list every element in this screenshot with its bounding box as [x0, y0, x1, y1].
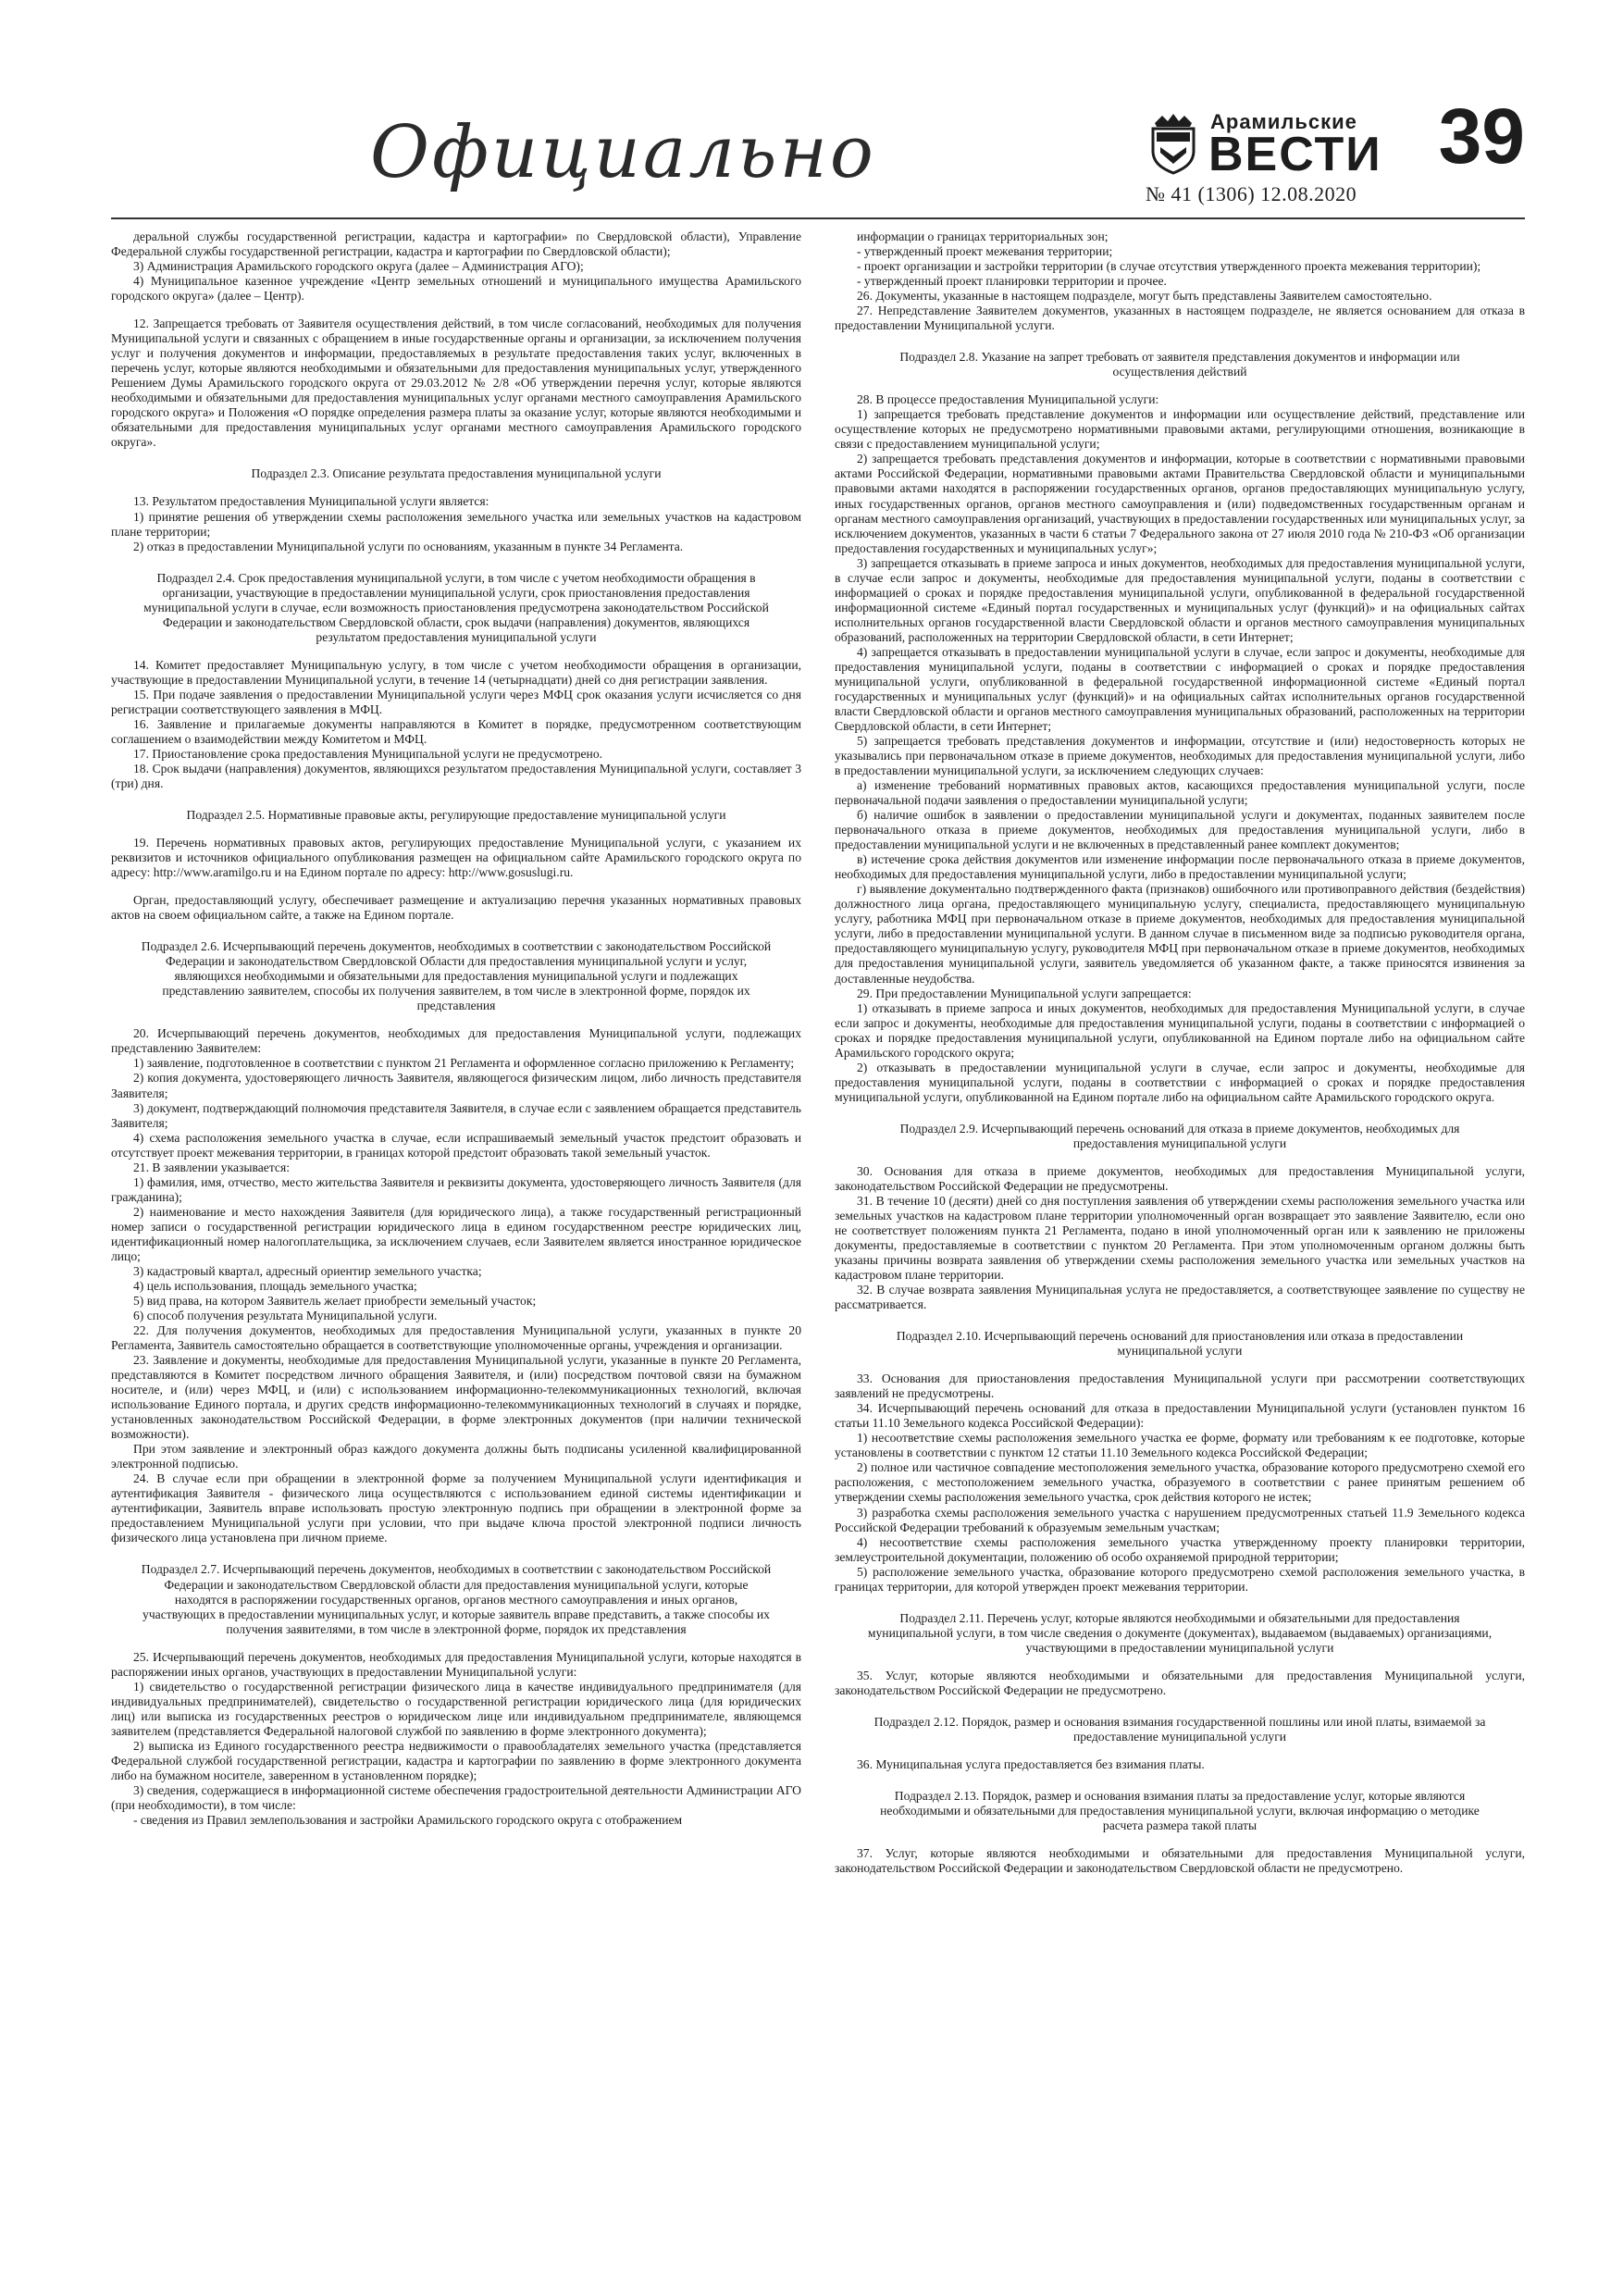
paragraph: 6) способ получения результата Муниципальной услуги.: [133, 1308, 438, 1322]
paragraph: 1) запрещается требовать представление документов и информации или осуществление действий, представление или осуществление которых не предусмотрено нормативными правовыми актами, регулирующими отношения, возникающие в связи с предоставлением муниципальной услуги;: [835, 407, 1525, 452]
section-title: Официально: [370, 111, 876, 194]
paragraph: информации о границах территориальных зон;: [857, 230, 1109, 243]
paragraph: 2) копия документа, удостоверяющего личность Заявителя, являющегося физическим лицом, либо личность представителя Заявителя;: [111, 1071, 801, 1100]
paragraph: а) изменение требований нормативных правовых актов, касающихся предоставления муниципальной услуги, после первоначальной подачи заявления о предоставлении муниципальной услуги;: [835, 778, 1525, 808]
subsection-heading: Подраздел 2.3. Описание результата предоставления муниципальной услуги: [251, 466, 662, 481]
paragraph: 5) расположение земельного участка, образование которого предусмотрено схемой расположения земельного участка, в границах территории, для которой утвержден проект межевания территории.: [835, 1564, 1525, 1594]
paragraph: 28. В процессе предоставления Муниципальной услуги:: [857, 392, 1159, 407]
paragraph: 14. Комитет предоставляет Муниципальную услугу, в том числе с учетом необходимости обращения в организации, участвующие в предоставлении Муниципальной услуги, в течение 14 (четырнадцати) дней со дня регистрации заявления.: [111, 657, 801, 687]
paragraph: деральной службы государственной регистрации, кадастра и картографии» по Свердловской области), Управление Федеральной службы государственной регистрации, кадастра и картографии по Свердловской области);: [111, 230, 801, 259]
paragraph: 24. В случае если при обращении в электронной форме за получением Муниципальной услуги идентификация и аутентификация Заявителя - физического лица осуществляются с использованием единой системы идентификации и аутентификации, Заявитель вправе использовать простую электронную подпись при обращении в электронной форме за предоставлением Муниципальной услуги при условии, что при выдаче ключа простой электронной подписи личность физического лица установлена при личном приеме.: [111, 1471, 801, 1545]
paragraph: 20. Исчерпывающий перечень документов, необходимых для предоставления Муниципальной услуги, подлежащих представлению Заявителем:: [111, 1026, 801, 1056]
paragraph: 12. Запрещается требовать от Заявителя осуществления действий, в том числе согласований, необходимых для получения Муниципальной услуги и связанных с обращением в иные государственные органы и организации, за исключением получения услуг и получения документов и информации, предоставляемых в результате предоставления таких услуг, включенных в перечень услуг, которые являются необходимыми и обязательными для предоставления муниципальных услуг, утвержденного Решением Думы Арамильского городского округа от 29.03.2012 № 2/8 «Об утверждении перечня услуг, которые являются необходимыми и обязательными для предоставления муниципальных услуг органами местного самоуправления Арамильского городского округа» и Положения «О порядке определения размера платы за оказание услуг, которые являются необходимыми и обязательными для предоставления муниципальных услуг органами местного самоуправления Арамильского городского округа».: [111, 316, 801, 450]
subsection-heading: Подраздел 2.8. Указание на запрет требовать от заявителя представления документов и информации или осуществления действий: [899, 350, 1460, 379]
paragraph: 4) цель использования, площадь земельного участка;: [133, 1278, 417, 1293]
paragraph: 3) кадастровый квартал, адресный ориентир земельного участка;: [133, 1263, 482, 1278]
paragraph: 2) наименование и место нахождения Заявителя (для юридического лица), а также государственный регистрационный номер записи о государственной регистрации юридического лица в едином государственном реестре юридических лиц, идентификационный номер налогоплательщика, за исключением случаев, если Заявителем является иностранное юридическое лицо;: [111, 1204, 801, 1263]
subsection-heading: Подраздел 2.4. Срок предоставления муниципальной услуги, в том числе с учетом необходимости обращения в организации, участвующие в предоставлении муниципальной услуги, срок приостановления предоставления муниципальной услуги в случае, если возможность приостановления предусмотрена законодательством Российской Федерации и законодательством Свердловской области, срок выдачи (направления) документов, являющихся результатом предоставления муниципальной услуги: [143, 570, 769, 644]
subsection-heading: Подраздел 2.13. Порядок, размер и основания взимания платы за предоставление услуг, которые являются необходимыми и обязательными для предоставления муниципальной услуги, включая информацию о методике расчета размера такой платы: [880, 1788, 1480, 1832]
paragraph: При этом заявление и электронный образ каждого документа должны быть подписаны усиленной квалифицированной электронной подписью.: [111, 1442, 801, 1471]
subsection-heading: Подраздел 2.5. Нормативные правовые акты, регулирующие предоставление муниципальной услуги: [186, 808, 726, 823]
paragraph: 18. Срок выдачи (направления) документов, являющихся результатом предоставления Муниципальной услуги, составляет 3 (три) дня.: [111, 761, 801, 790]
paragraph: 1) несоответствие схемы расположения земельного участка ее форме, формату или требованиям к ее подготовке, которые установлены в соответствии с пунктом 12 статьи 11.10 Земельного кодекса Российской Федерации;: [835, 1431, 1525, 1460]
paragraph: 15. При подаче заявления о предоставлении Муниципальной услуги через МФЦ срок оказания услуги исчисляется со дня регистрации соответствующего заявления в МФЦ.: [111, 687, 801, 716]
paragraph: 37. Услуг, которые являются необходимыми и обязательными для предоставления Муниципальной услуги, законодательством Российской Федерации и законодательством Свердловской области не предусмотрено.: [835, 1846, 1525, 1876]
paragraph: 26. Документы, указанные в настоящем подразделе, могут быть представлены Заявителем самостоятельно.: [857, 289, 1432, 304]
paragraph: - утвержденный проект планировки территории и прочее.: [857, 274, 1167, 289]
logo-top-text: Арамильские: [1210, 110, 1357, 133]
paragraph: 32. В случае возврата заявления Муниципальная услуга не предоставляется, а соответствующее заявление по существу не рассматривается.: [835, 1283, 1525, 1312]
paragraph: 2) выписка из Единого государственного реестра недвижимости о правообладателях земельного участка (представляется Федеральной службой государственной регистрации, кадастра и картографии по заявлению в форме электронного документа либо на бумажном носителе, заверенном в установленном порядке);: [111, 1738, 801, 1782]
paragraph: 17. Приостановление срока предоставления Муниципальной услуги не предусмотрено.: [133, 746, 603, 761]
paragraph: Орган, предоставляющий услугу, обеспечивает размещение и актуализацию перечня указанных нормативных правовых актов на своем официальном сайте, а также на Едином портале.: [111, 893, 801, 923]
left-column: [111, 230, 801, 2275]
subsection-heading: Подраздел 2.6. Исчерпывающий перечень документов, необходимых в соответствии с законодательством Российской Федерации и законодательством Свердловской Области для предоставления муниципальной услуги и услуг, являющихся необходимыми и обязательными для предоставления муниципальной услуги и подлежащих представлению заявителем, способы их получения заявителем, в том числе в электронной форме, порядок их представления: [141, 939, 772, 1013]
paragraph: - проект организации и застройки территории (в случае отсутствия утвержденного проекта межевания территории);: [857, 259, 1481, 274]
paragraph: 4) Муниципальное казенное учреждение «Центр земельных отношений и муниципального имущества Арамильского городского округа» (далее – Центр).: [111, 274, 801, 304]
paragraph: 33. Основания для приостановления предоставления Муниципальной услуги при рассмотрении соответствующих заявлений не предусмотрены.: [835, 1371, 1525, 1401]
subsection-heading: Подраздел 2.10. Исчерпывающий перечень оснований для приостановления или отказа в предоставлении муниципальной услуги: [896, 1329, 1464, 1359]
paragraph: 29. При предоставлении Муниципальной услуги запрещается:: [857, 986, 1192, 1000]
paragraph: 34. Исчерпывающий перечень оснований для отказа в предоставлении Муниципальной услуги (установлен пунктом 16 статьи 11.10 Земельного кодекса Российской Федерации):: [835, 1401, 1525, 1431]
paragraph: 1) заявление, подготовленное в соответствии с пунктом 21 Регламента и оформленное согласно приложению к Регламенту;: [133, 1056, 795, 1071]
paragraph: б) наличие ошибок в заявлении о предоставлении муниципальной услуги и документах, поданных заявителем после первоначального отказа в приеме документов, необходимых для предоставления муниципальной услуги, либо в предоставлении муниципальной услуги и не включенных в представленный ранее комплект документов;: [835, 808, 1525, 852]
paragraph: 2) отказ в предоставлении Муниципальной услуги по основаниям, указанным в пункте 34 Регламента.: [133, 539, 684, 553]
paragraph: 2) запрещается требовать представления документов и информации, которые в соответствии с нормативными правовыми актами Российской Федерации, нормативными правовыми актами Правительства Свердловской области и муниципальными правовыми актами находятся в распоряжении государственных органов, органов предоставляющих муниципальную услугу, иных государственных органов, органов местного самоуправления и (или) подведомственных государственным органам и органам местного самоуправления организаций, участвующих в предоставлении государственных или муниципальных услуг, за исключением документов, указанных в части 6 статьи 7 Федерального закона от 27 июля 2010 года № 210-ФЗ «Об организации предоставления государственных и муниципальных услуг»;: [835, 452, 1525, 555]
paragraph: 1) отказывать в приеме запроса и иных документов, необходимых для предоставления Муниципальной услуги, в случае если запрос и документы, необходимые для предоставления муниципальной услуги, поданы в соответствии с информацией о сроках и порядке предоставления муниципальной услуги, опубликованной на Едином портале либо на официальном сайте Арамильского городского округа;: [835, 1000, 1525, 1060]
paragraph: 23. Заявление и документы, необходимые для предоставления Муниципальной услуги, указанные в пункте 20 Регламента, представляются в Комитет посредством личного обращения Заявителя, и (или) посредством почтовой связи на бумажном носителе, и (или) через МФЦ, и (или) с использованием информационно-телекоммуникационных технологий, включая использование Единого портала, и других средств информационно-телекоммуникационных технологий в случаях и порядке, установленных законодательством Российской Федерации, в форме электронных документов (при наличии технической возможности).: [111, 1353, 801, 1442]
subsection-heading: Подраздел 2.11. Перечень услуг, которые являются необходимыми и обязательными для предоставления муниципальной услуги, в том числе сведения о документе (документах), выдаваемом (выдаваемых) организациями, участвующими в предоставлении муниципальной услуги: [867, 1610, 1493, 1655]
page-header: [111, 93, 1525, 216]
paragraph: 3) документ, подтверждающий полномочия представителя Заявителя, в случае если с заявлением обращается представитель Заявителя;: [111, 1100, 801, 1130]
paragraph: 2) отказывать в предоставлении муниципальной услуги в случае, если запрос и документы, необходимые для предоставления муниципальной услуги, поданы в соответствии с информацией о сроках и порядке предоставления муниципальной услуги, опубликованной на Едином портале либо на официальном сайте Арамильского городского округа.: [835, 1060, 1525, 1104]
paragraph: в) истечение срока действия документов или изменение информации после первоначального отказа в приеме документов, необходимых для предоставления муниципальной услуги, либо в предоставлении муниципальной услуги;: [835, 852, 1525, 882]
paragraph: 3) разработка схемы расположения земельного участка с нарушением предусмотренных статьей 11.9 Земельного кодекса Российской Федерации требований к образуемым земельным участкам;: [835, 1505, 1525, 1534]
paragraph: 31. В течение 10 (десяти) дней со дня поступления заявления об утверждении схемы расположения земельного участка или земельных участков на кадастровом плане территории уполномоченный орган возвращает это заявление Заявителю, если оно не соответствует положениям пункта 21 Регламента, подано в иной уполномоченный орган или к заявлению не приложены документы, предоставляемые в соответствии с пунктом 20 Регламента. При этом уполномоченным органом должны быть указаны причины возврата заявления об утверждении схемы расположения земельного участка или земельных участков на кадастровом плане территории.: [835, 1193, 1525, 1283]
paragraph: 3) запрещается отказывать в приеме запроса и иных документов, необходимых для предоставления муниципальной услуги, в случае если запрос и документы, необходимые для предоставления муниципальной услуги, поданы в соответствии с информацией о сроках и порядке предоставления муниципальной услуги, опубликованной в федеральной государственной информационной системе «Единый портал государственных и муниципальных услуг (функций)» и на официальных сайтах исполнительных органов государственной власти Свердловской области и органов местного самоуправления муниципальных образований, расположенных на территории Свердловской области, в сети Интернет;: [835, 555, 1525, 644]
paragraph: - утвержденный проект межевания территории;: [857, 244, 1113, 259]
paragraph: 4) несоответствие схемы расположения земельного участка утвержденному проекту планировки территории, землеустроительной документации, положению об особо охраняемой природной территории;: [835, 1534, 1525, 1564]
paragraph: 22. Для получения документов, необходимых для предоставления Муниципальной услуги, указанных в пункте 20 Регламента, Заявитель самостоятельно обращается в соответствующие уполномоченные органы, учреждения и организации.: [111, 1323, 801, 1353]
page-number: 39: [1438, 93, 1525, 180]
issue-info: № 41 (1306) 12.08.2020: [1146, 182, 1357, 205]
paragraph: 3) сведения, содержащиеся в информационной системе обеспечения градостроительной деятельности Администрации АГО (при необходимости), в том числе:: [111, 1782, 801, 1812]
subsection-heading: Подраздел 2.7. Исчерпывающий перечень документов, необходимых в соответствии с законодательством Российской Федерации и законодательством Свердловской области для предоставления муниципальной услуги, которые находятся в распоряжении государственных органов, органов местного самоуправления и иных органов, участвующих в предоставлении муниципальных услуг, и которые заявитель вправе представить, а также способы их получения заявителями, в том числе в электронной форме, порядок их представления: [141, 1562, 772, 1636]
paragraph: 36. Муниципальная услуга предоставляется без взимания платы.: [857, 1756, 1205, 1771]
paragraph: 25. Исчерпывающий перечень документов, необходимых для предоставления Муниципальной услуги, которые находятся в распоряжении иных органов, участвующих в предоставлении Муниципальной услуги:: [111, 1649, 801, 1679]
subsection-heading: Подраздел 2.9. Исчерпывающий перечень оснований для отказа в приеме документов, необходимых для предоставления муниципальной услуги: [899, 1121, 1460, 1150]
paragraph: 4) запрещается отказывать в предоставлении муниципальной услуги в случае, если запрос и документы, необходимые для предоставления муниципальной услуги, поданы в соответствии с информацией о сроках и порядке предоставления муниципальной услуги, опубликованной в федеральной государственной информационной системе «Единый портал государственных и муниципальных услуг (функций)» и на официальных сайтах исполнительных органов государственной власти Свердловской области и органов местного самоуправления муниципальных образований, расположенных на территории Свердловской области, в сети Интернет;: [835, 644, 1525, 733]
paragraph: - сведения из Правил землепользования и застройки Арамильского городского округа с отображением: [133, 1812, 683, 1827]
paragraph: 1) свидетельство о государственной регистрации физического лица в качестве индивидуального предпринимателя (для индивидуальных предпринимателей), свидетельство о государственной регистрации юридического лица (для юридических лиц) или выписка из государственных реестров о юридическом лице или индивидуальном предпринимателе, являющемся заявителем (представляется Федеральной налоговой службой по заявлению в форме электронного документа);: [111, 1679, 801, 1738]
paragraph: 1) фамилия, имя, отчество, место жительства Заявителя и реквизиты документа, удостоверяющего личность Заявителя (для гражданина);: [111, 1174, 801, 1204]
paragraph: 13. Результатом предоставления Муниципальной услуги является:: [133, 494, 489, 509]
paragraph: г) выявление документально подтвержденного факта (признаков) ошибочного или противоправного действия (бездействия) должностного лица органа, предоставляющего муниципальную услугу, специалиста, предоставляющего муниципальную услугу, работника МФЦ при первоначальном отказе в приеме документов, необходимых для предоставления муниципальной услуги, либо в предоставлении муниципальной услуги. В данном случае в письменном виде за подписью руководителя органа, предоставляющего муниципальную услугу, руководителя МФЦ при первоначальном отказе в приеме документов, необходимых для предоставления муниципальной услуги, заявитель уведомляется об указанном факте, а также приносятся извинения за доставленные неудобства.: [835, 882, 1525, 986]
paragraph: 16. Заявление и прилагаемые документы направляются в Комитет в порядке, предусмотренном соответствующим соглашением о взаимодействии между Комитетом и МФЦ.: [111, 716, 801, 746]
paragraph: 30. Основания для отказа в приеме документов, необходимых для предоставления Муниципальной услуги, законодательством Российской Федерации не предусмотрены.: [835, 1163, 1525, 1193]
paragraph: 2) полное или частичное совпадение местоположения земельного участка, образование которого предусмотрено схемой его расположения, с местоположением земельного участка, образуемого в соответствии с ранее принятым решением об утверждении схемы расположения земельного участка, срок действия которого не истек;: [835, 1460, 1525, 1505]
paragraph: 1) принятие решения об утверждении схемы расположения земельного участка или земельных участков на кадастровом плане территории;: [111, 509, 801, 539]
paragraph: 27. Непредставление Заявителем документов, указанных в настоящем подразделе, не является основанием для отказа в предоставлении Муниципальной услуги.: [835, 304, 1525, 333]
paragraph: 19. Перечень нормативных правовых актов, регулирующих предоставление Муниципальной услуги, с указанием их реквизитов и источников официального опубликования размещен на официальном сайте Арамильского городского округа по адресу: http://www.aramilgo.ru и на Едином портале по адресу: http://www.gosuslugi.ru.: [111, 836, 801, 880]
coat-of-arms-icon: [1146, 110, 1201, 175]
paragraph: 5) вид права, на котором Заявитель желает приобрести земельный участок;: [133, 1293, 537, 1308]
logo-main-text: ВЕСТИ: [1208, 128, 1382, 181]
subsection-heading: Подраздел 2.12. Порядок, размер и основания взимания государственной пошлины или иной платы, взимаемой за предоставление муниципальной услуги: [873, 1714, 1486, 1744]
right-column: [835, 230, 1525, 2275]
header-divider: [111, 217, 1525, 219]
paragraph: 35. Услуг, которые являются необходимыми и обязательными для предоставления Муниципальной услуги, законодательством Российской Федерации не предусмотрено.: [835, 1668, 1525, 1697]
paragraph: 21. В заявлении указывается:: [133, 1160, 290, 1174]
paragraph: 3) Администрация Арамильского городского округа (далее – Администрация АГО);: [133, 259, 584, 274]
paragraph: 4) схема расположения земельного участка в случае, если испрашиваемый земельный участок предстоит образовать и отсутствует проект межевания территории, в границах которой предстоит образовать такой земельный участок.: [111, 1130, 801, 1160]
paragraph: 5) запрещается требовать представления документов и информации, отсутствие и (или) недостоверность которых не указывались при первоначальном отказе в приеме документов, необходимых для предоставления муниципальной услуги, либо в предоставлении муниципальной услуги, за исключением следующих случаев:: [835, 734, 1525, 778]
